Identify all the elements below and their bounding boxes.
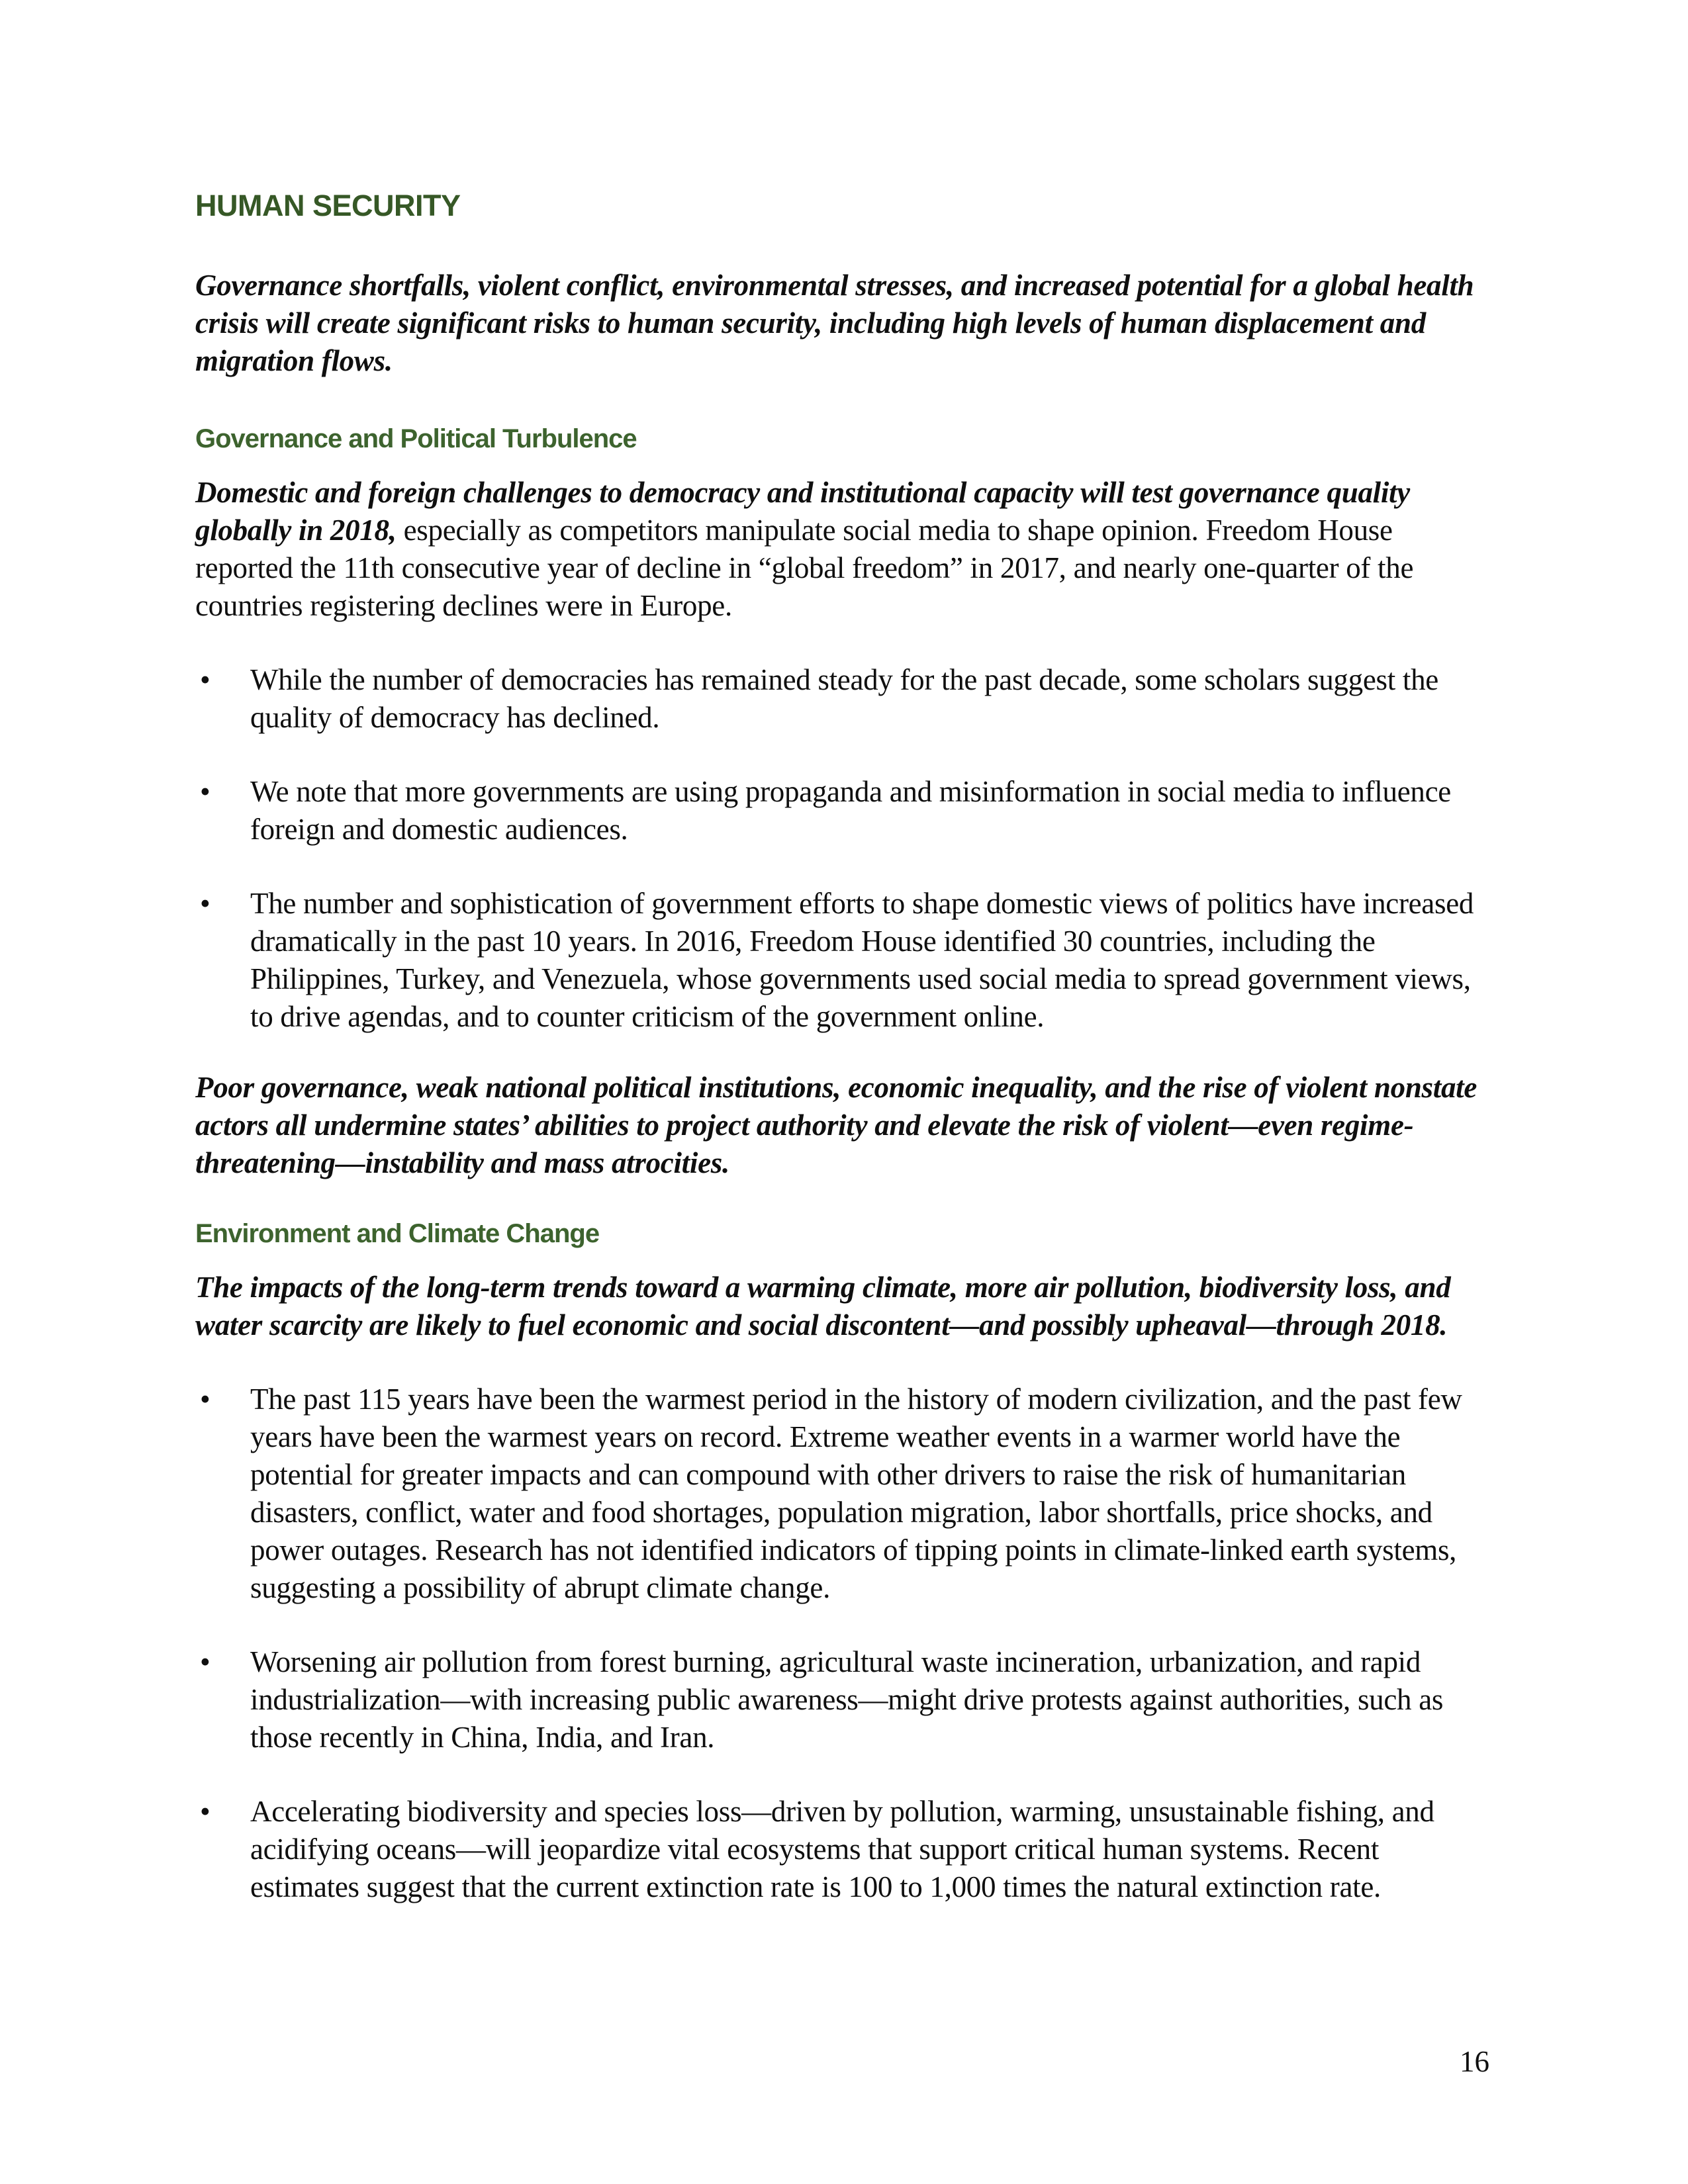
list-item: [195, 773, 1493, 848]
intro-emphasis-text: Domestic and foreign challenges to democracy and institutional capacity will test governance quality globally in 2018,: [195, 476, 1410, 547]
section-intro-paragraph: [195, 1269, 1493, 1344]
intro-emphasis-text: The impacts of the long-term trends toward a warming climate, more air pollution, biodiversity loss, and water scarcity are likely to fuel economic and social discontent—and possibly upheaval—through 2018.: [195, 1271, 1451, 1342]
list-item: [195, 1793, 1493, 1906]
bullet-list: [195, 1381, 1493, 1906]
list-item: [195, 885, 1493, 1036]
section-outro-paragraph: Poor governance, weak national political institutions, economic inequality, and the rise of violent nonstate actors all undermine states’ abilities to project authority and elevate the risk of violent—even regime-threatening—instability and mass atrocities.: [195, 1071, 1477, 1179]
section-heading-governance: Governance and Political Turbulence: [195, 424, 637, 453]
bullet-text: The number and sophistication of government efforts to shape domestic views of politics have increased dramatically in the past 10 years. In 2016, Freedom House identified 30 countries, including the Philippines, Turkey, and Venezuela, whose governments used social media to spread government views, to drive agendas, and to counter criticism of the government online.: [250, 887, 1474, 1033]
section-governance: [195, 424, 1493, 1182]
bullet-text: Worsening air pollution from forest burning, agricultural waste incineration, urbanization, and rapid industrialization—with increasing public awareness—might drive protests against authorities, such as those recently in China, India, and Iran.: [250, 1645, 1444, 1754]
section-environment: [195, 1218, 1493, 1906]
list-item: [195, 1643, 1493, 1756]
list-item: [195, 1381, 1493, 1607]
section-heading-environment: Environment and Climate Change: [195, 1219, 600, 1248]
bullet-icon: •: [200, 887, 211, 920]
intro-plain-text: especially as competitors manipulate social media to shape opinion. Freedom House reported the 11th consecutive year of decline in “global freedom” in 2017, and nearly one-quarter of the countries registering declines were in Europe.: [195, 514, 1414, 622]
bullet-icon: •: [200, 775, 211, 808]
lead-paragraph: Governance shortfalls, violent conflict, environmental stresses, and increased potential for a global health crisis will create significant risks to human security, including high levels of human displacement and migration flows.: [195, 269, 1474, 377]
bullet-text: While the number of democracies has remained steady for the past decade, some scholars suggest the quality of democracy has declined.: [250, 663, 1438, 734]
section-intro-paragraph: [195, 474, 1493, 625]
bullet-icon: •: [200, 663, 211, 696]
bullet-icon: •: [200, 1795, 211, 1828]
page-title: HUMAN SECURITY: [195, 189, 461, 222]
list-item: [195, 661, 1493, 737]
bullet-icon: •: [200, 1383, 211, 1416]
bullet-text: The past 115 years have been the warmest period in the history of modern civilization, and the past few years have been the warmest years on record. Extreme weather events in a warmer world have the potential for greater impacts and can compound with other drivers to raise the risk of humanitarian disasters, conflict, water and food shortages, population migration, labor shortfalls, price shocks, and power outages. Research has not identified indicators of tipping points in climate-linked earth systems, suggesting a possibility of abrupt climate change.: [250, 1383, 1462, 1604]
bullet-icon: •: [200, 1645, 211, 1678]
bullet-text: Accelerating biodiversity and species loss—driven by pollution, warming, unsustainable fishing, and acidifying oceans—will jeopardize vital ecosystems that support critical human systems. Recent estimates suggest that the current extinction rate is 100 to 1,000 times the natural extinction rate.: [250, 1795, 1434, 1903]
bullet-text: We note that more governments are using propaganda and misinformation in social media to influence foreign and domestic audiences.: [250, 775, 1451, 846]
page-number: 16: [1460, 2045, 1489, 2078]
bullet-list: [195, 661, 1493, 1036]
